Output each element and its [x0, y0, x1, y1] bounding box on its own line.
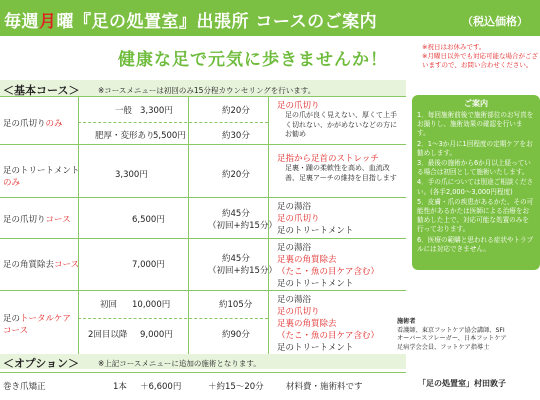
option-price: ＋6,600円 — [140, 382, 182, 392]
col-divider — [78, 96, 79, 368]
row-divider — [0, 96, 406, 97]
duration: 約30分 — [222, 131, 250, 141]
row-divider — [0, 197, 406, 198]
option-note: ※上記コースメニューに追加の施術となります。 — [98, 359, 261, 368]
holiday-notes: ※祝日はお休みです。 ※月曜日以外でも対応可能な場合がございますので、お問い合わせください。 — [422, 43, 538, 69]
option-name: 巻き爪矯正 — [3, 382, 46, 392]
row-divider — [0, 238, 406, 239]
course-name: 足の爪切りのみ — [3, 119, 63, 129]
price: 10,000円 — [132, 300, 171, 310]
signature: 「足の処置室」村田敦子 — [418, 379, 506, 388]
desc-item: 足の湯浴 — [277, 243, 312, 253]
desc-item: 足のトリートメント — [277, 343, 354, 353]
desc-item: 足の湯浴 — [277, 202, 312, 212]
desc-title: 足裏の角質除去 — [277, 319, 337, 329]
info-heading: ご案内 — [464, 99, 488, 108]
price: 6,500円 — [132, 215, 165, 225]
basic-note: ※コースメニューは初回のみ15分程カウンセリングを行います。 — [98, 86, 316, 95]
price-label: 一般 — [115, 106, 133, 116]
tagline: 健康な足で元気に歩きませんか！ — [118, 50, 388, 70]
duration: 約45分 — [222, 209, 250, 219]
desc-title: 足の爪切り — [277, 214, 320, 224]
course-name: 足のトリートメント — [3, 166, 80, 176]
option-extra: 材料費・施術料です — [286, 382, 363, 392]
info-item: 1．毎回施術前後で施術部位のお写真をお撮りし、施術効果の確認を行います。 — [417, 111, 534, 138]
tax-note: （税込価格） — [462, 15, 528, 28]
col-divider — [268, 96, 269, 368]
info-item: 6．医療の範疇と思われる症状やトラブルには対応できません。 — [417, 235, 534, 253]
desc-title: 足指から足首のストレッチ — [277, 154, 379, 164]
price: 5,500円 — [153, 131, 186, 141]
price: 3,300円 — [115, 170, 148, 180]
info-panel — [412, 95, 540, 270]
option-heading: ＜オプション＞ — [3, 357, 80, 370]
basic-heading: ＜基本コース＞ — [3, 84, 80, 97]
row-divider — [0, 290, 406, 291]
option-count: 1本 — [113, 382, 127, 392]
course-name: 足の爪切りコース — [3, 215, 71, 225]
price: 9,000円 — [140, 330, 173, 340]
info-item: 4．手の爪については別途ご相談ください。(各手2,000～3,000円程度) — [417, 178, 534, 196]
desc-title: （たこ・魚の目ケア含む） — [277, 267, 380, 277]
info-item: 2．1～3か月に1回程度の定期ケアをお勧めします。 — [417, 139, 533, 157]
option-duration: ＋約15～20分 — [208, 382, 264, 392]
info-item: 3．最後の施術から6か月以上経っている場合は初回として施術いたします。 — [417, 159, 531, 177]
info-item: 5．皮膚・爪の疾患があるかた、その可能性があるかたは医師による治療をお勧めした上で、対応可能な処置のみを行っております。 — [417, 197, 534, 234]
desc-item: 足のトリートメント — [277, 226, 354, 236]
desc-item: 足の湯浴 — [277, 295, 312, 305]
staff-info: 施術者 看護師、東京フットケア協会講師、SFI オーバースフレーガー、日本フットケア 足病学会会員、フットケア指導士 — [397, 318, 507, 351]
row-divider — [0, 144, 406, 145]
desc-body: 足の爪が良く見えない、厚くて上手く切れない、かがめないなどの方にお勧め — [285, 111, 397, 138]
duration: 約20分 — [222, 170, 250, 180]
desc-body: 足裏・踵の柔軟性を高め、血流改善、足裏アーチの維持を目指します — [285, 164, 397, 182]
row-divider — [78, 122, 268, 123]
duration: 約45分 — [222, 254, 250, 264]
price: 7,000円 — [132, 260, 165, 270]
desc-title: 足の爪切り — [277, 101, 320, 111]
page-title: 毎週月曜『足の処置室』出張所 コースのご案内 — [4, 12, 378, 32]
price-label: 肥厚・変形あり — [95, 131, 155, 141]
course-name-suffix: のみ — [3, 178, 21, 188]
course-name: 足のトータルケア — [3, 314, 71, 324]
duration: 約105分 — [219, 300, 253, 310]
course-name-suffix: コース — [3, 326, 29, 336]
desc-title: （たこ・魚の目ケア含む） — [277, 331, 380, 341]
row-divider — [0, 372, 406, 373]
price: 3,300円 — [140, 106, 173, 116]
price-label: 初回 — [100, 300, 118, 310]
duration-note: （初回+約15分） — [208, 266, 277, 276]
duration: 約90分 — [222, 330, 250, 340]
desc-item: 足のトリートメント — [277, 279, 354, 289]
price-label: 2回目以降 — [88, 330, 128, 340]
col-divider — [188, 96, 189, 368]
course-name: 足の角質除去コース — [3, 260, 80, 270]
desc-title: 足裏の角質除去 — [277, 255, 337, 265]
duration: 約20分 — [222, 106, 250, 116]
desc-title: 足の爪切り — [277, 307, 320, 317]
duration-note: （初回+約15分） — [208, 221, 277, 231]
row-divider — [78, 318, 268, 319]
